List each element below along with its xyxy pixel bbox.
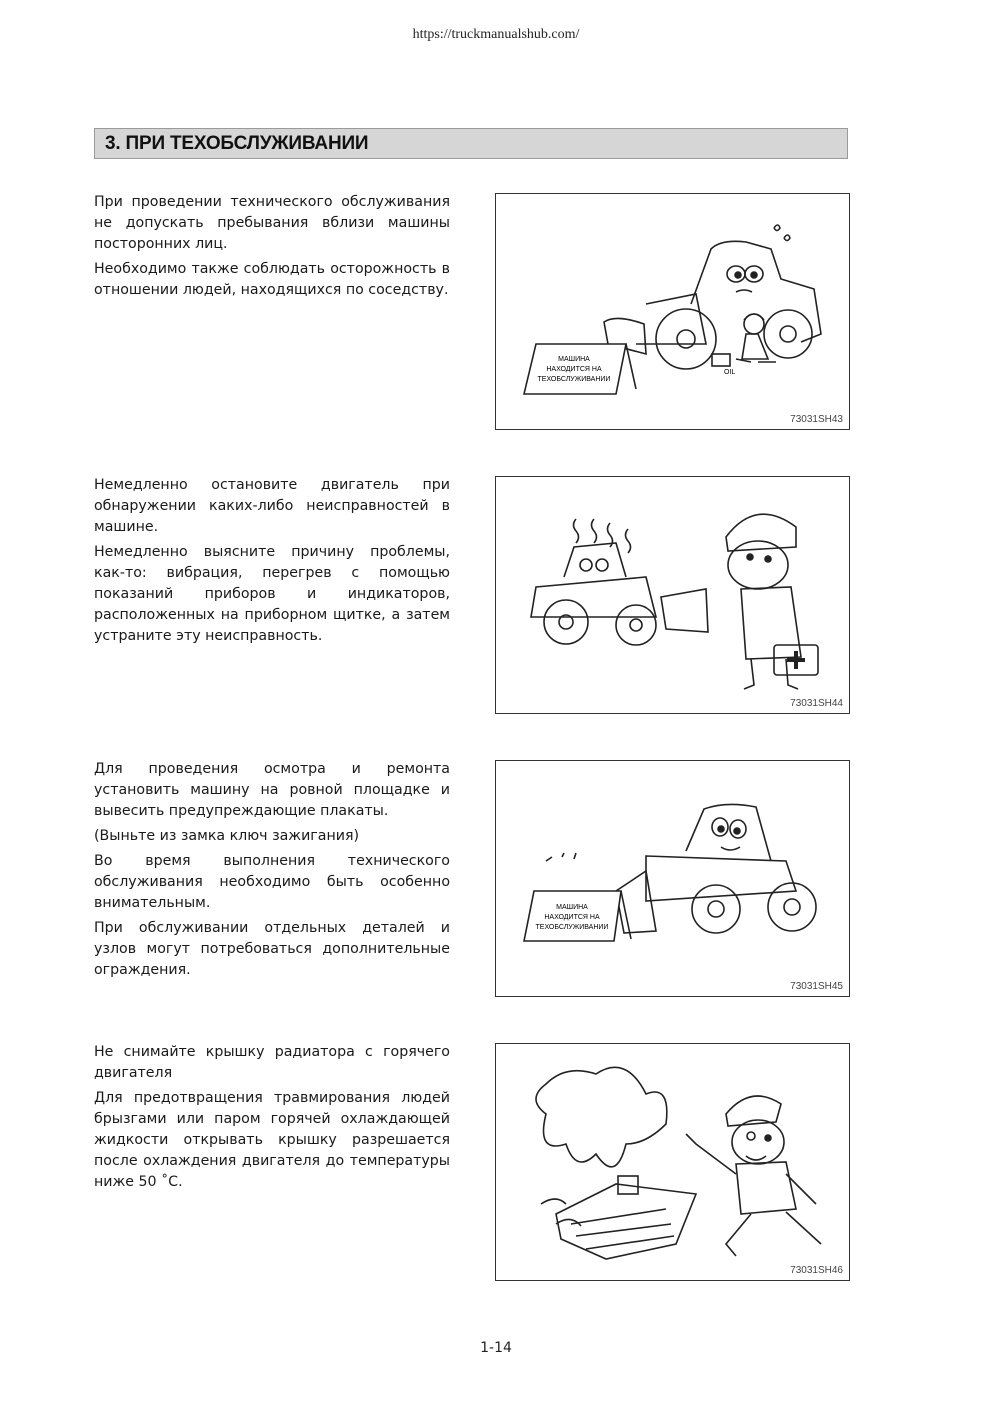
text-block-4 — [94, 1042, 450, 1197]
paragraph: При проведении технического обслуживания не допускать пребывания вблизи машины посторонних лиц. — [94, 194, 450, 252]
paragraph: Для предотвращения травмирования людей брызгами или паром горячей охлаждающей жидкости открывать крышку разрешается после охлаждения двигателя до температуры ниже 50 ˚C. — [94, 1090, 450, 1190]
text-block-3 — [94, 759, 450, 985]
paragraph: При обслуживании отдельных деталей и узлов могут потребоваться дополнительные ограждения. — [94, 920, 450, 978]
figure-code: 73031SH46 — [790, 1265, 843, 1276]
paragraph: Необходимо также соблюдать осторожность в отношении людей, находящихся по соседству. — [94, 261, 450, 298]
figure-parked-loader-sign — [495, 760, 850, 997]
page-number: 1-14 — [480, 1340, 512, 1356]
sign-line: ТЕХОБСЛУЖИВАНИИ — [535, 924, 609, 931]
sign-text-layer — [496, 761, 851, 998]
sign-line: МАШИНА — [558, 356, 590, 363]
paragraph: Во время выполнения технического обслуживания необходимо быть особенно внимательным. — [94, 853, 450, 911]
figure-loader-maintenance-sign — [495, 193, 850, 430]
sign-line: НАХОДИТСЯ НА — [546, 366, 602, 373]
sign-line: ТЕХОБСЛУЖИВАНИИ — [537, 376, 611, 383]
header-url[interactable]: https://truckmanualshub.com/ — [412, 27, 580, 42]
paragraph: Для проведения осмотра и ремонта установить машину на ровной площадке и вывесить предупреждающие плакаты. — [94, 761, 450, 819]
section-title: 3. ПРИ ТЕХОБСЛУЖИВАНИИ — [105, 133, 369, 154]
figure-drawing — [496, 477, 851, 715]
text-block-1 — [94, 192, 450, 305]
sign-line: МАШИНА — [556, 904, 588, 911]
figure-code: 73031SH44 — [790, 698, 843, 709]
tool-label: OIL — [724, 369, 736, 376]
paragraph: Немедленно остановите двигатель при обнаружении каких-либо неисправностей в машине. — [94, 477, 450, 535]
sign-text-layer — [496, 194, 851, 431]
text-block-2 — [94, 475, 450, 651]
figure-drawing — [496, 1044, 851, 1282]
figure-code: 73031SH45 — [790, 981, 843, 992]
figure-radiator-steam-burn — [495, 1043, 850, 1281]
paragraph: Не снимайте крышку радиатора с горячего двигателя — [94, 1044, 450, 1081]
section-header — [94, 128, 848, 159]
figure-code: 73031SH43 — [790, 414, 843, 425]
figure-overheated-loader-mechanic — [495, 476, 850, 714]
paragraph: (Выньте из замка ключ зажигания) — [94, 828, 360, 844]
sign-line: НАХОДИТСЯ НА — [544, 914, 600, 921]
paragraph: Немедленно выясните причину проблемы, как-то: вибрация, перегрев с помощью показаний приборов и индикаторов, расположенных на приборном щитке, а затем устраните эту неисправность. — [94, 544, 450, 644]
